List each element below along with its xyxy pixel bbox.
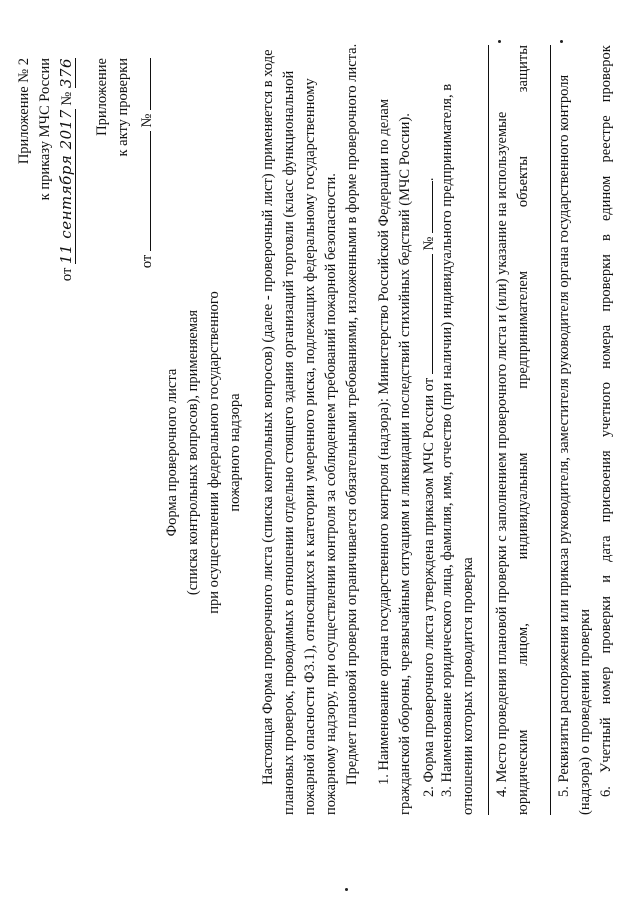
title-line-3: при осуществлении федерального государственного [206, 291, 222, 614]
form-title [162, 0, 246, 905]
order-appendix-block [14, 58, 78, 281]
item-5-line-1: 5. Реквизиты распоряжения или приказа руководителя, заместителя руководителя органа государственного контроля [556, 74, 572, 797]
title-line-4: пожарного надзора [227, 393, 243, 512]
item-6-word-9: номера [598, 324, 614, 369]
item-4-line-2 [513, 45, 534, 815]
handwritten-date: 11 сентября 2017 [57, 109, 75, 265]
appendix-label: Приложение № 2 [16, 58, 32, 165]
scan-speck [560, 40, 563, 43]
scan-speck [498, 40, 501, 43]
item-4-word-3: индивидуальным [515, 452, 531, 560]
item-5-line-2: (надзора) о проведении проверки [577, 609, 593, 815]
item-4-word-4: предпринимателем [515, 271, 531, 389]
act-appendix-label: Приложение [94, 58, 110, 136]
handwritten-number: 376 [57, 58, 75, 89]
intro-line-1: Настоящая Форма проверочного листа (списка контрольных вопросов) (далее - проверочный лист) применяется в ходе [260, 49, 276, 785]
act-date-line [134, 58, 158, 268]
item-4-fill-rule [550, 45, 551, 815]
act-number-label: № [139, 113, 155, 128]
item-6-word-8: учетного [598, 381, 614, 438]
item-6-word-1: 6. [598, 786, 614, 797]
order-date-line [56, 58, 78, 281]
item-4-line-1: 4. Место проведения плановой проверки с заполнением проверочного листа и (или) указание на используемые [494, 111, 510, 797]
item-6-word-4: проверки [598, 595, 614, 654]
item-4-word-1: юридическим [515, 729, 531, 815]
item-3-line-2: отношении которых проводится проверка [460, 557, 476, 815]
item-6-word-5: и [598, 575, 614, 583]
intro-line-2: плановых проверок, проводимых в отношении отдельно стоящего здания организаций торговли (класс функциональной [281, 70, 297, 815]
title-line-1: Форма проверочного листа [164, 368, 180, 537]
item-6-line-1 [596, 45, 617, 815]
item-6-word-3: номер [598, 666, 614, 705]
number-label: № [59, 91, 75, 106]
item-2-number-label: № [421, 236, 437, 251]
item-2-date-blank [416, 254, 433, 374]
item-3-fill-rule [488, 45, 489, 815]
item-6-word-12: едином [598, 175, 614, 221]
item-6-word-6: дата [598, 535, 614, 562]
item-1-line-1: 1. Наименование органа государственного контроля (надзора): Министерство Российской Федерации по делам [376, 98, 392, 785]
act-appendix-block [92, 58, 158, 268]
act-date-blank [134, 131, 151, 251]
item-4-word-6: защиты [515, 45, 531, 93]
item-6-word-7: присвоения [598, 450, 614, 523]
act-date-prefix: от [139, 254, 155, 269]
act-number-blank [134, 58, 151, 110]
item-1-line-2: гражданской обороны, чрезвычайным ситуациям и ликвидации последствий стихийных бедствий (МЧС России). [397, 113, 413, 815]
intro-paragraph-2: Предмет плановой проверки ограничивается обязательными требованиями, изложенными в форме проверочного листа. [344, 43, 360, 785]
scan-speck [345, 888, 348, 891]
act-appendix-line2: к акту проверки [115, 58, 131, 157]
item-2-text: 2. Форма проверочного листа утверждена приказом МЧС России от [421, 377, 437, 797]
item-3-line-1: 3. Наименование юридического лица, фамилия, имя, отчество (при наличии) индивидуального предпринимателя, в [439, 83, 455, 797]
date-prefix: от [59, 267, 75, 282]
title-line-2: (списка контрольных вопросов), применяемая [185, 309, 201, 596]
item-4-word-5: объекты [515, 156, 531, 208]
item-2-line: 2. Форма проверочного листа утверждена приказом МЧС России от № . [416, 27, 440, 815]
intro-line-3: пожарной опасности Ф3.1), относящихся к категории умеренного риска, подлежащих федеральному государственному [302, 78, 318, 815]
item-2-number-blank [416, 181, 433, 233]
item-4-word-2: лицом, [515, 623, 531, 666]
item-6-word-14: проверок [598, 45, 614, 103]
intro-line-4: пожарному надзору, при осуществлении контроля за соблюдением требований пожарной безопасности. [323, 173, 339, 815]
item-6-word-2: Учетный [598, 717, 614, 773]
item-6-word-13: реестре [598, 115, 614, 163]
item-6-word-10: проверки [598, 254, 614, 312]
order-line: к приказу МЧС России [37, 58, 53, 201]
item-6-word-11: в [598, 234, 614, 241]
